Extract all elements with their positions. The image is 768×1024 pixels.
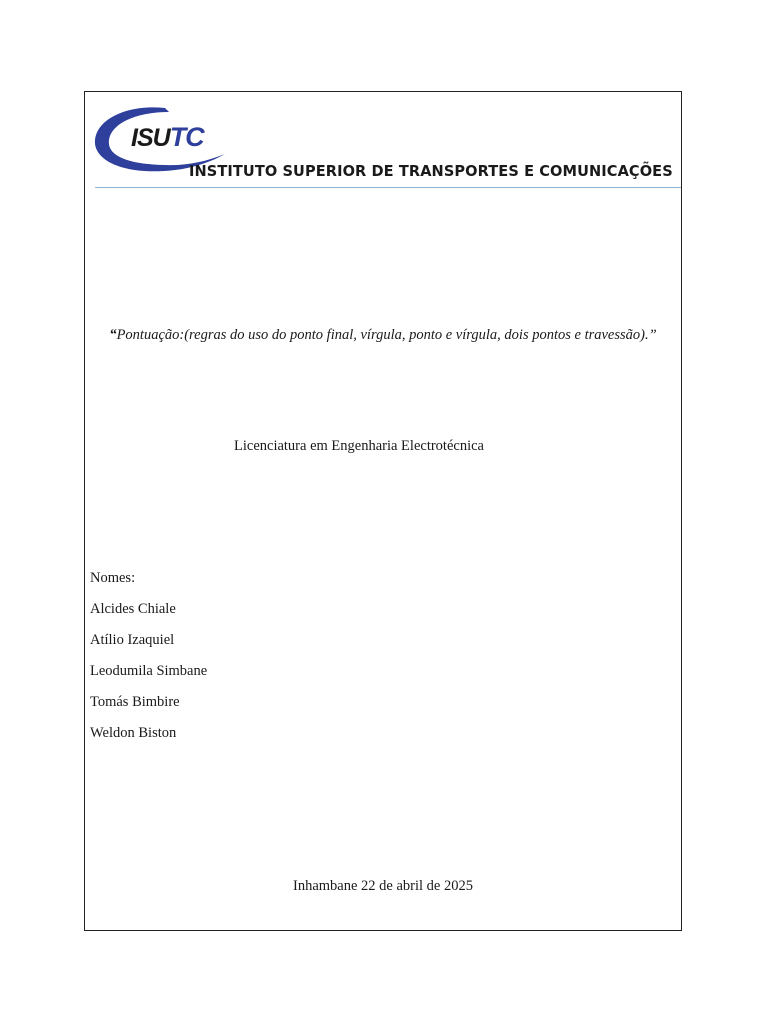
place-date: Inhambane 22 de abril de 2025	[293, 878, 473, 894]
names-list	[90, 567, 207, 753]
header-divider	[95, 187, 681, 188]
list-item: Weldon Biston	[90, 725, 177, 741]
course-name: Licenciatura em Engenharia Electrotécnica	[234, 438, 484, 454]
title-text: Pontuação:(regras do uso do ponto final, vírgula, ponto e vírgula, dois pontos e travessão).	[116, 327, 649, 343]
title-close-quote: ”	[648, 327, 657, 343]
list-item: Atílio Izaquiel	[90, 632, 175, 648]
document-title	[105, 326, 661, 345]
institute-name: INSTITUTO SUPERIOR DE TRANSPORTES E COMUNICAÇÕES	[189, 162, 673, 180]
list-item: Leodumila Simbane	[90, 663, 208, 679]
title-open-quote: “	[109, 327, 117, 343]
logo-text-suffix: TC	[169, 122, 204, 152]
page-frame	[84, 91, 682, 931]
logo-text-prefix: ISU	[131, 124, 170, 152]
logo-text	[131, 122, 204, 153]
list-item: Alcides Chiale	[90, 601, 176, 617]
list-item: Tomás Bimbire	[90, 694, 180, 710]
names-label: Nomes:	[90, 570, 136, 586]
